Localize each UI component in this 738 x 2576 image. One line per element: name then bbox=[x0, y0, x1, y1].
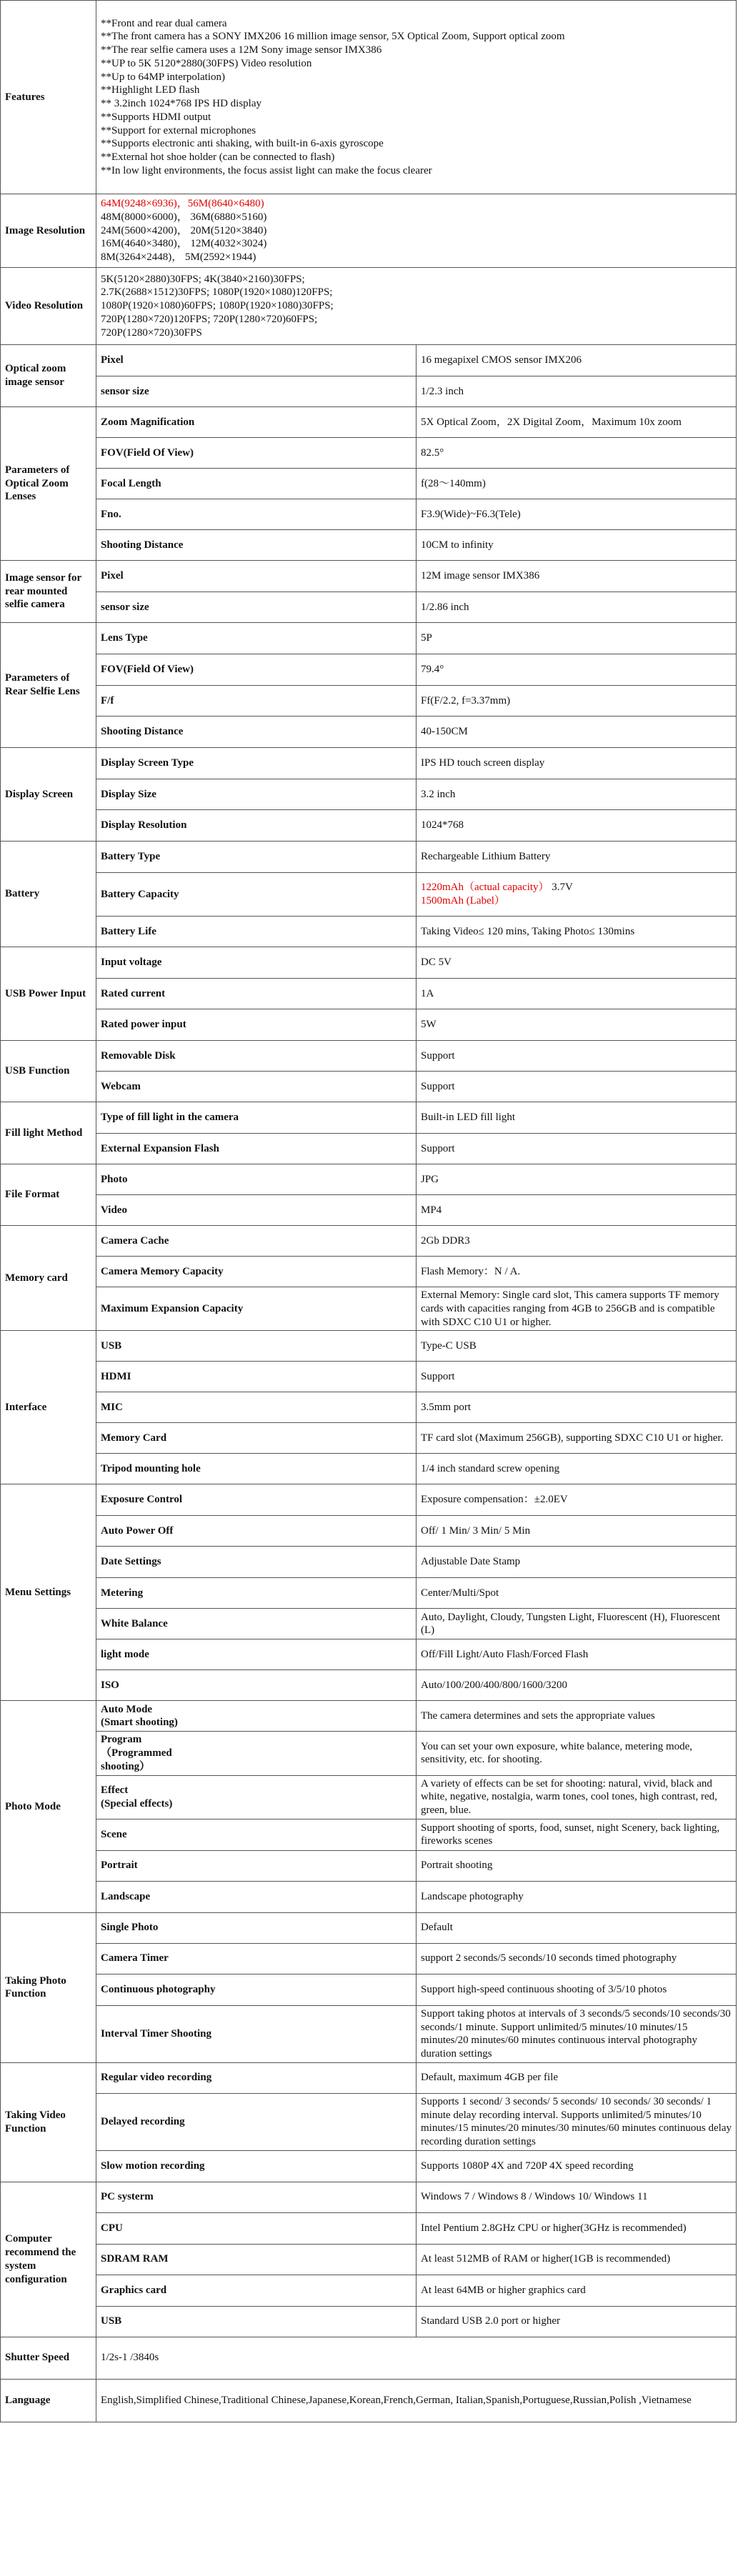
value-cell: At least 512MB of RAM or higher(1GB is recommended) bbox=[417, 2244, 737, 2275]
value-cell: Support bbox=[417, 1134, 737, 1164]
spec-row-usb-function-removable-disk bbox=[1, 1041, 737, 1072]
value-cell: Support shooting of sports, food, sunset, night Scenery, back lighting, fireworks scenes bbox=[417, 1819, 737, 1850]
value-cell: Default bbox=[417, 1912, 737, 1943]
spec-row-parameters-of-optical-zoom-lenses-zoom-magnification bbox=[1, 407, 737, 438]
label-cell: HDMI bbox=[96, 1362, 417, 1392]
value-cell: 1024*768 bbox=[417, 810, 737, 842]
value-cell: f(28～140mm) bbox=[417, 469, 737, 499]
spec-row-display-screen-display-size bbox=[1, 779, 737, 810]
spec-row-taking-photo-function-camera-timer bbox=[1, 1943, 737, 1974]
spec-row-menu-settings-exposure-control bbox=[1, 1484, 737, 1516]
spec-row-parameters-of-rear-selfie-lens-lens-type bbox=[1, 623, 737, 654]
spec-row-interface-mic bbox=[1, 1392, 737, 1423]
label-cell: PC systerm bbox=[96, 2182, 417, 2212]
spec-row-photo-mode-portrait bbox=[1, 1850, 737, 1881]
label-cell: Metering bbox=[96, 1578, 417, 1609]
label-cell: White Balance bbox=[96, 1609, 417, 1639]
spec-table-body bbox=[1, 1, 737, 2422]
label-cell: Graphics card bbox=[96, 2275, 417, 2306]
category-cell: Image Resolution bbox=[1, 194, 96, 268]
spec-row-menu-settings-white-balance bbox=[1, 1609, 737, 1639]
label-cell: Shooting Distance bbox=[96, 530, 417, 561]
label-cell: sensor size bbox=[96, 592, 417, 623]
spec-row-photo-mode-effect-special-effects bbox=[1, 1775, 737, 1819]
value-cell: Ff(F/2.2, f=3.37mm) bbox=[417, 686, 737, 717]
value-cell: 1/2.3 inch bbox=[417, 376, 737, 407]
label-cell: Program （Programmed shooting） bbox=[96, 1732, 417, 1775]
spec-row-taking-photo-function-continuous-photography bbox=[1, 1974, 737, 2005]
value-cell: Off/Fill Light/Auto Flash/Forced Flash bbox=[417, 1639, 737, 1670]
value-cell: 5X Optical Zoom，2X Digital Zoom，Maximum 10x zoom bbox=[417, 407, 737, 438]
label-cell: FOV(Field Of View) bbox=[96, 438, 417, 469]
value-cell: 1/2.86 inch bbox=[417, 592, 737, 623]
value-cell: Adjustable Date Stamp bbox=[417, 1547, 737, 1578]
value-cell: Landscape photography bbox=[417, 1881, 737, 1912]
value-cell bbox=[417, 873, 737, 917]
label-cell: Shooting Distance bbox=[96, 717, 417, 748]
value-cell: 79.4° bbox=[417, 654, 737, 686]
label-cell: Delayed recording bbox=[96, 2093, 417, 2150]
value-cell: Center/Multi/Spot bbox=[417, 1578, 737, 1609]
category-cell: Battery bbox=[1, 842, 96, 947]
value-cell: Off/ 1 Min/ 3 Min/ 5 Min bbox=[417, 1516, 737, 1547]
spec-row-usb-power-input-rated-power-input bbox=[1, 1009, 737, 1041]
value-cell: 3.5mm port bbox=[417, 1392, 737, 1423]
value-cell: 2Gb DDR3 bbox=[417, 1226, 737, 1257]
value-cell: Built-in LED fill light bbox=[417, 1102, 737, 1134]
label-cell: USB bbox=[96, 2306, 417, 2337]
spec-row-menu-settings-light-mode bbox=[1, 1639, 737, 1670]
label-cell: Rated current bbox=[96, 979, 417, 1009]
category-cell: Photo Mode bbox=[1, 1701, 96, 1913]
category-cell: Computer recommend the system configuration bbox=[1, 2182, 96, 2337]
value-cell: 5K(5120×2880)30FPS; 4K(3840×2160)30FPS; 2.7K(2688×1512)30FPS; 1080P(1920×1080)120FPS; 1080P(1920×1080)60FPS; 1080P(1920×1080)30FPS; 720P(1280×720)120FPS; 720P(1280×720)60FPS; 720P(1280×720)30FPS bbox=[96, 268, 737, 345]
category-cell: Video Resolution bbox=[1, 268, 96, 345]
label-cell: Lens Type bbox=[96, 623, 417, 654]
spec-row-parameters-of-optical-zoom-lenses-focal-length bbox=[1, 469, 737, 499]
label-cell: Camera Memory Capacity bbox=[96, 1257, 417, 1287]
spec-row-usb-power-input-rated-current bbox=[1, 979, 737, 1009]
spec-row-taking-photo-function-single-photo bbox=[1, 1912, 737, 1943]
spec-row-file-format-video bbox=[1, 1195, 737, 1226]
label-cell: Pixel bbox=[96, 345, 417, 376]
category-cell: Interface bbox=[1, 1331, 96, 1484]
highlighted-value: 64M(9248×6936)，56M(8640×6480) bbox=[101, 198, 264, 210]
spec-row-usb-power-input-input-voltage bbox=[1, 947, 737, 979]
value-cell: TF card slot (Maximum 256GB), supporting SDXC C10 U1 or higher. bbox=[417, 1423, 737, 1454]
value-cell: Support taking photos at intervals of 3 seconds/5 seconds/10 seconds/30 seconds/1 minute. Support unlimited/5 minutes/10 minutes/15 minutes/20 minutes/60 minutes continuous interval photography duration settings bbox=[417, 2005, 737, 2062]
value-cell: Intel Pentium 2.8GHz CPU or higher(3GHz is recommended) bbox=[417, 2212, 737, 2244]
spec-row-parameters-of-optical-zoom-lenses-fov-field-of-view bbox=[1, 438, 737, 469]
category-cell: Taking Video Function bbox=[1, 2062, 96, 2182]
value-text: 3.7V bbox=[552, 882, 573, 894]
value-cell: DC 5V bbox=[417, 947, 737, 979]
label-cell: Memory Card bbox=[96, 1423, 417, 1454]
label-cell: Removable Disk bbox=[96, 1041, 417, 1072]
spec-row-parameters-of-optical-zoom-lenses-fno bbox=[1, 499, 737, 530]
label-cell: Battery Life bbox=[96, 917, 417, 947]
spec-row-computer-recommend-the-system-configuration-sdram-ram bbox=[1, 2244, 737, 2275]
highlighted-value: 1500mAh (Label） bbox=[421, 895, 505, 907]
label-cell: Video bbox=[96, 1195, 417, 1226]
value-cell: Auto/100/200/400/800/1600/3200 bbox=[417, 1670, 737, 1701]
spec-row-photo-mode-auto-mode-smart-shooting bbox=[1, 1701, 737, 1732]
value-cell: At least 64MB or higher graphics card bbox=[417, 2275, 737, 2306]
spec-row-interface-usb bbox=[1, 1331, 737, 1362]
spec-row-computer-recommend-the-system-configuration-pc-systerm bbox=[1, 2182, 737, 2212]
spec-row-display-screen-display-resolution bbox=[1, 810, 737, 842]
value-cell: Flash Memory：N / A. bbox=[417, 1257, 737, 1287]
spec-row-parameters-of-optical-zoom-lenses-shooting-distance bbox=[1, 530, 737, 561]
value-cell: **Front and rear dual camera **The front camera has a SONY IMX206 16 million image sensor, 5X Optical Zoom, Support optical zoom **The rear selfie camera uses a 12M Sony image sensor IMX386 **UP to 5K 5120*2880(30FPS) Video resolution **Up to 64MP interpolation) **Highlight LED flash ** 3.2inch 1024*768 IPS HD display **Supports HDMI output **Support for external microphones **Supports electronic anti shaking, with built-in 6-axis gyroscope **External hot shoe holder (can be connected to flash) **In low light environments, the focus assist light can make the focus clearer bbox=[96, 1, 737, 194]
label-cell: SDRAM RAM bbox=[96, 2244, 417, 2275]
label-cell: Scene bbox=[96, 1819, 417, 1850]
value-cell: JPG bbox=[417, 1164, 737, 1195]
label-cell: CPU bbox=[96, 2212, 417, 2244]
label-cell: Display Resolution bbox=[96, 810, 417, 842]
spec-row-interface-tripod-mounting-hole bbox=[1, 1454, 737, 1484]
category-cell: Features bbox=[1, 1, 96, 194]
value-cell: 16 megapixel CMOS sensor IMX206 bbox=[417, 345, 737, 376]
spec-row-fill-light-method-type-of-fill-light-in-the-camera bbox=[1, 1102, 737, 1134]
category-cell: Display Screen bbox=[1, 748, 96, 842]
label-cell: MIC bbox=[96, 1392, 417, 1423]
label-cell: Auto Power Off bbox=[96, 1516, 417, 1547]
spec-row-image-sensor-for-rear-mounted-selfie-camera-pixel bbox=[1, 561, 737, 592]
label-cell: Fno. bbox=[96, 499, 417, 530]
label-cell: Tripod mounting hole bbox=[96, 1454, 417, 1484]
category-cell: Image sensor for rear mounted selfie camera bbox=[1, 561, 96, 623]
label-cell: Slow motion recording bbox=[96, 2150, 417, 2182]
value-cell: support 2 seconds/5 seconds/10 seconds timed photography bbox=[417, 1943, 737, 1974]
value-cell: Taking Video≤ 120 mins, Taking Photo≤ 130mins bbox=[417, 917, 737, 947]
label-cell: Continuous photography bbox=[96, 1974, 417, 2005]
label-cell: Camera Timer bbox=[96, 1943, 417, 1974]
label-cell: Portrait bbox=[96, 1850, 417, 1881]
spec-row-image-sensor-for-rear-mounted-selfie-camera-sensor-size bbox=[1, 592, 737, 623]
category-cell: Parameters of Optical Zoom Lenses bbox=[1, 407, 96, 561]
category-cell: USB Function bbox=[1, 1041, 96, 1102]
value-cell: F3.9(Wide)~F6.3(Tele) bbox=[417, 499, 737, 530]
value-cell: 40-150CM bbox=[417, 717, 737, 748]
spec-row-computer-recommend-the-system-configuration-graphics-card bbox=[1, 2275, 737, 2306]
value-cell: Support high-speed continuous shooting of 3/5/10 photos bbox=[417, 1974, 737, 2005]
label-cell: Battery Capacity bbox=[96, 873, 417, 917]
label-cell: External Expansion Flash bbox=[96, 1134, 417, 1164]
label-cell: Zoom Magnification bbox=[96, 407, 417, 438]
spec-row-parameters-of-rear-selfie-lens-shooting-distance bbox=[1, 717, 737, 748]
value-cell: 12M image sensor IMX386 bbox=[417, 561, 737, 592]
value-cell: Standard USB 2.0 port or higher bbox=[417, 2306, 737, 2337]
label-cell: Camera Cache bbox=[96, 1226, 417, 1257]
label-cell: Rated power input bbox=[96, 1009, 417, 1041]
spec-row-taking-video-function-delayed-recording bbox=[1, 2093, 737, 2150]
value-cell: Support bbox=[417, 1072, 737, 1102]
spec-row-language bbox=[1, 2379, 737, 2422]
value-cell: 82.5° bbox=[417, 438, 737, 469]
spec-row-photo-mode-scene bbox=[1, 1819, 737, 1850]
spec-row-computer-recommend-the-system-configuration-cpu bbox=[1, 2212, 737, 2244]
label-cell: light mode bbox=[96, 1639, 417, 1670]
spec-row-display-screen-display-screen-type bbox=[1, 748, 737, 779]
value-cell: Type-C USB bbox=[417, 1331, 737, 1362]
spec-row-menu-settings-date-settings bbox=[1, 1547, 737, 1578]
category-cell: File Format bbox=[1, 1164, 96, 1226]
spec-row-taking-video-function-regular-video-recording bbox=[1, 2062, 737, 2093]
value-cell: The camera determines and sets the appropriate values bbox=[417, 1701, 737, 1732]
label-cell: Interval Timer Shooting bbox=[96, 2005, 417, 2062]
spec-row-taking-video-function-slow-motion-recording bbox=[1, 2150, 737, 2182]
value-cell: Supports 1 second/ 3 seconds/ 5 seconds/ 10 seconds/ 30 seconds/ 1 minute delay recording interval. Supports unlimited/5 minutes/10 minutes/15 minutes/20 minutes/30 minutes/60 minutes continuous delay recording duration settings bbox=[417, 2093, 737, 2150]
label-cell: Type of fill light in the camera bbox=[96, 1102, 417, 1134]
label-cell: Regular video recording bbox=[96, 2062, 417, 2093]
category-cell: Memory card bbox=[1, 1226, 96, 1331]
value-cell: MP4 bbox=[417, 1195, 737, 1226]
value-cell: Supports 1080P 4X and 720P 4X speed recording bbox=[417, 2150, 737, 2182]
spec-row-interface-hdmi bbox=[1, 1362, 737, 1392]
value-cell: Auto, Daylight, Cloudy, Tungsten Light, Fluorescent (H), Fluorescent (L) bbox=[417, 1609, 737, 1639]
label-cell: Photo bbox=[96, 1164, 417, 1195]
spec-row-battery-battery-capacity bbox=[1, 873, 737, 917]
spec-row-usb-function-webcam bbox=[1, 1072, 737, 1102]
spec-row-optical-zoom-image-sensor-sensor-size bbox=[1, 376, 737, 407]
value-cell: Support bbox=[417, 1362, 737, 1392]
spec-row-menu-settings-auto-power-off bbox=[1, 1516, 737, 1547]
spec-row-fill-light-method-external-expansion-flash bbox=[1, 1134, 737, 1164]
label-cell: Landscape bbox=[96, 1881, 417, 1912]
value-cell: External Memory: Single card slot, This camera supports TF memory cards with capacities ranging from 4GB to 256GB and is compatible with SDXC C10 U1 or higher. bbox=[417, 1287, 737, 1331]
spec-row-shutter-speed bbox=[1, 2337, 737, 2379]
category-cell: USB Power Input bbox=[1, 947, 96, 1041]
spec-row-photo-mode-program-programmed-shooting bbox=[1, 1732, 737, 1775]
label-cell: Battery Type bbox=[96, 842, 417, 873]
value-cell: Support bbox=[417, 1041, 737, 1072]
spec-row-image-resolution bbox=[1, 194, 737, 268]
value-cell: English,Simplified Chinese,Traditional Chinese,Japanese,Korean,French,German, Italian,Spanish,Portuguese,Russian,Polish ,Vietnamese bbox=[96, 2379, 737, 2422]
spec-row-battery-battery-life bbox=[1, 917, 737, 947]
spec-row-video-resolution bbox=[1, 268, 737, 345]
label-cell: F/f bbox=[96, 686, 417, 717]
label-cell: ISO bbox=[96, 1670, 417, 1701]
value-cell: Windows 7 / Windows 8 / Windows 10/ Windows 11 bbox=[417, 2182, 737, 2212]
category-cell: Shutter Speed bbox=[1, 2337, 96, 2379]
label-cell: Effect (Special effects) bbox=[96, 1775, 417, 1819]
spec-row-menu-settings-metering bbox=[1, 1578, 737, 1609]
spec-row-computer-recommend-the-system-configuration-usb bbox=[1, 2306, 737, 2337]
category-cell: Menu Settings bbox=[1, 1484, 96, 1701]
value-cell: 5P bbox=[417, 623, 737, 654]
category-cell: Taking Photo Function bbox=[1, 1912, 96, 2062]
label-cell: Exposure Control bbox=[96, 1484, 417, 1516]
category-cell: Parameters of Rear Selfie Lens bbox=[1, 623, 96, 748]
label-cell: Display Size bbox=[96, 779, 417, 810]
value-text: 48M(8000×6000)， 36M(6880×5160) 24M(5600×4200)， 20M(5120×3840) 16M(4640×3480)， 12M(4032×3024) 8M(3264×2448)， 5M(2592×1944) bbox=[101, 211, 267, 264]
value-cell: 1/4 inch standard screw opening bbox=[417, 1454, 737, 1484]
label-cell: Focal Length bbox=[96, 469, 417, 499]
value-cell: Default, maximum 4GB per file bbox=[417, 2062, 737, 2093]
category-cell: Fill light Method bbox=[1, 1102, 96, 1164]
label-cell: USB bbox=[96, 1331, 417, 1362]
spec-row-parameters-of-rear-selfie-lens-f-f bbox=[1, 686, 737, 717]
spec-row-features bbox=[1, 1, 737, 194]
label-cell: Webcam bbox=[96, 1072, 417, 1102]
value-cell: Rechargeable Lithium Battery bbox=[417, 842, 737, 873]
label-cell: Pixel bbox=[96, 561, 417, 592]
label-cell: Date Settings bbox=[96, 1547, 417, 1578]
value-cell: 10CM to infinity bbox=[417, 530, 737, 561]
spec-row-parameters-of-rear-selfie-lens-fov-field-of-view bbox=[1, 654, 737, 686]
label-cell: Input voltage bbox=[96, 947, 417, 979]
spec-row-battery-battery-type bbox=[1, 842, 737, 873]
spec-row-memory-card-camera-memory-capacity bbox=[1, 1257, 737, 1287]
value-cell bbox=[96, 194, 737, 268]
spec-row-menu-settings-iso bbox=[1, 1670, 737, 1701]
spec-row-photo-mode-landscape bbox=[1, 1881, 737, 1912]
value-cell: You can set your own exposure, white balance, metering mode, sensitivity, etc. for shooting. bbox=[417, 1732, 737, 1775]
label-cell: Display Screen Type bbox=[96, 748, 417, 779]
spec-row-interface-memory-card bbox=[1, 1423, 737, 1454]
category-cell: Language bbox=[1, 2379, 96, 2422]
value-cell: A variety of effects can be set for shooting: natural, vivid, black and white, negative, nostalgia, warm tones, cool tones, high contrast, red, green, blue. bbox=[417, 1775, 737, 1819]
spec-row-taking-photo-function-interval-timer-shooting bbox=[1, 2005, 737, 2062]
label-cell: Auto Mode (Smart shooting) bbox=[96, 1701, 417, 1732]
highlighted-value: 1220mAh（actual capacity） bbox=[421, 882, 549, 894]
spec-row-optical-zoom-image-sensor-pixel bbox=[1, 345, 737, 376]
value-cell: Portrait shooting bbox=[417, 1850, 737, 1881]
spec-row-file-format-photo bbox=[1, 1164, 737, 1195]
value-cell: 1/2s-1 /3840s bbox=[96, 2337, 737, 2379]
spec-row-memory-card-camera-cache bbox=[1, 1226, 737, 1257]
label-cell: sensor size bbox=[96, 376, 417, 407]
value-cell: Exposure compensation：±2.0EV bbox=[417, 1484, 737, 1516]
category-cell: Optical zoom image sensor bbox=[1, 345, 96, 407]
label-cell: FOV(Field Of View) bbox=[96, 654, 417, 686]
label-cell: Maximum Expansion Capacity bbox=[96, 1287, 417, 1331]
value-cell: 3.2 inch bbox=[417, 779, 737, 810]
label-cell: Single Photo bbox=[96, 1912, 417, 1943]
value-cell: IPS HD touch screen display bbox=[417, 748, 737, 779]
spec-row-memory-card-maximum-expansion-capacity bbox=[1, 1287, 737, 1331]
value-cell: 1A bbox=[417, 979, 737, 1009]
value-cell: 5W bbox=[417, 1009, 737, 1041]
